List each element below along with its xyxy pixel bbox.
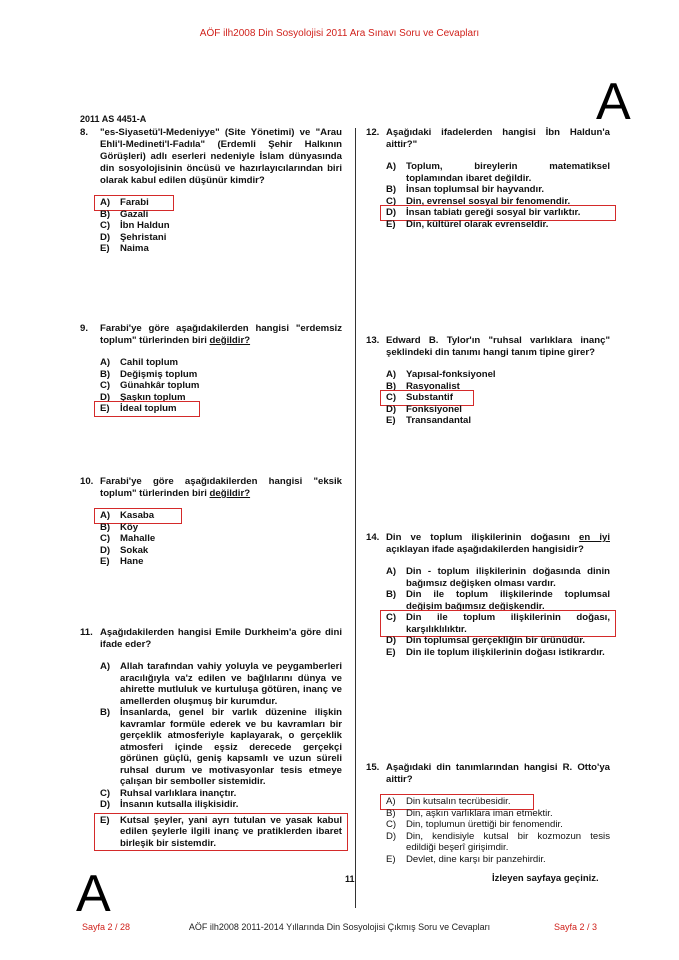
option-list: [80, 357, 342, 415]
option-c: C) Ruhsal varlıklara inançtır.: [100, 787, 237, 799]
option-d: D) Fonksiyonel: [386, 403, 462, 415]
option-list: [366, 161, 610, 230]
question-number: 11.: [80, 627, 93, 638]
option-d-correct: D) İnsan tabiatı gereği sosyal bir varlıktır.: [386, 207, 610, 219]
option-d: D) İnsanın kutsalla ilişkisidir.: [100, 799, 239, 810]
option-a-correct: A) Farabi: [100, 197, 342, 209]
option-c: C) İbn Haldun: [100, 220, 170, 231]
page-number: 11: [345, 874, 355, 884]
question-stem: Din ve toplum ilişkilerinin doğasını en iyi açıklayan ifade aşağıdakilerden hangisidir?: [386, 532, 610, 555]
option-b: B) Din, aşkın varlıklara iman etmektir.: [386, 807, 553, 819]
question-13: [366, 335, 610, 427]
option-e: E) Hane: [100, 556, 144, 567]
option-d: D) Sokak: [100, 544, 149, 556]
question-9: [80, 323, 342, 415]
option-a-correct: A) Din kutsalın tecrübesidir.: [386, 796, 610, 808]
question-number: 12.: [366, 127, 380, 138]
option-c: C) Din, evrensel sosyal bir fenomendir.: [386, 195, 571, 207]
option-d: D) Din toplumsal gerçekliğin bir ürünüdür.: [386, 635, 586, 646]
booklet-letter-bottom: A: [76, 865, 111, 923]
booklet-letter-top: A: [596, 73, 631, 131]
question-12: [366, 127, 610, 230]
option-list: [366, 369, 610, 427]
question-stem: Aşağıdaki din tanımlarından hangisi R. Otto'ya aittir?: [386, 762, 610, 785]
question-number: 9.: [80, 323, 89, 334]
option-e-correct: E) Kutsal şeyler, yani ayrı tutulan ve yasak kabul edilen şeylerle ilgili inanç ve pratiklerden ibaret birleşik bir sistemdir.: [100, 814, 342, 849]
question-number: 13.: [366, 335, 380, 346]
question-15: [366, 762, 610, 865]
document-header-title: AÖF ilh2008 Din Sosyolojisi 2011 Ara Sınavı Soru ve Cevapları: [199, 28, 480, 39]
footer-page-left: Sayfa 2 / 28: [82, 922, 131, 932]
option-c: C) Din, toplumun ürettiği bir fenomendir.: [386, 819, 563, 830]
option-e: E) Din, kültürel olarak evrenseldir.: [386, 218, 549, 230]
option-a: A) Allah tarafından vahiy yoluyla ve peygamberleri aracılığıyla va'z edilen ve bağlılarını dünya ve ahirette mutluluk ve kurtuluşa götüren, inanç ve amellerden oluşmuş bir kurumdur.: [100, 661, 342, 707]
option-b: B) Köy: [100, 521, 139, 533]
option-b: B) Din ile toplum ilişkilerinde toplumsal değişim bağımsız değişkendir.: [386, 589, 610, 612]
option-b: B) Rasyonalist: [386, 380, 460, 392]
option-b: B) Gazali: [100, 208, 149, 220]
question-14: [366, 532, 610, 658]
question-stem: Farabi'ye göre aşağıdakilerden hangisi "eksik toplum" türlerinden biri değildir?: [100, 476, 342, 499]
option-e: E) Devlet, dine karşı bir panzehirdir.: [386, 853, 546, 865]
option-a: A) Din - toplum ilişkilerinin doğasında dinin bağımsız değişken olması vardır.: [386, 566, 610, 589]
question-stem: Aşağıdakilerden hangisi Emile Durkheim'a göre dini ifade eder?: [100, 627, 342, 650]
option-e: E) Naima: [100, 243, 149, 254]
option-e: E) Transandantal: [386, 415, 472, 426]
option-list: [366, 566, 610, 658]
question-8: [80, 127, 342, 255]
question-stem: Farabi'ye göre aşağıdakilerden hangisi "erdemsiz toplum" türlerinden biri değildir?: [100, 323, 342, 346]
option-list: [366, 796, 610, 865]
exam-code: 2011 AS 4451-A: [80, 114, 147, 124]
stem-emphasis: değildir?: [209, 335, 251, 346]
question-number: 15.: [366, 762, 380, 773]
option-a: A) Toplum, bireylerin matematiksel toplamından ibaret değildir.: [386, 161, 610, 184]
column-divider: [355, 128, 356, 908]
footer-title: AÖF ilh2008 2011-2014 Yıllarında Din Sosyolojisi Çıkmış Soru ve Cevapları: [188, 922, 491, 932]
option-c-correct: C) Din ile toplum ilişkilerinin doğası, karşılıklılıktır.: [386, 612, 610, 635]
next-page-note: İzleyen sayfaya geçiniz.: [492, 873, 599, 884]
option-list: [80, 510, 342, 568]
option-e: E) Din ile toplum ilişkilerinin doğası istikrardır.: [386, 646, 605, 658]
question-number: 10.: [80, 476, 94, 487]
question-stem: "es-Siyasetü'l-Medeniyye" (Site Yönetimi) ve "Arau Ehli'l-Medineti'l-Fadıla" (Erdemli Şehir Halkının Görüşleri) adlı eserleri nedeniyle İslam dünyasında din sosyolojisinin öncüsü ve hazırlayıcılarından biri olarak kabul edilen düşünür kimdir?: [100, 127, 342, 186]
question-number: 14.: [366, 532, 380, 543]
question-11: [80, 627, 342, 849]
stem-emphasis: değildir?: [209, 488, 251, 499]
option-a: A) Cahil toplum: [100, 357, 179, 368]
option-list: [80, 661, 342, 849]
option-c-correct: C) Substantif: [386, 392, 610, 404]
option-b: B) Değişmiş toplum: [100, 368, 198, 380]
stem-emphasis: en iyi: [579, 532, 610, 543]
option-e-correct: E) İdeal toplum: [100, 403, 342, 415]
option-a: A) Yapısal-fonksiyonel: [386, 369, 496, 380]
question-stem: Aşağıdaki ifadelerden hangisi İbn Haldun'a aittir?": [386, 127, 610, 150]
option-d: D) Şaşkın toplum: [100, 391, 186, 403]
question-number: 8.: [80, 127, 89, 138]
footer-page-right: Sayfa 2 / 3: [554, 922, 598, 932]
option-b: B) İnsan toplumsal bir hayvandır.: [386, 184, 545, 195]
option-c: C) Günahkâr toplum: [100, 380, 200, 391]
option-c: C) Mahalle: [100, 533, 156, 544]
question-stem: Edward B. Tylor'ın "ruhsal varlıklara inanç" şeklindeki din tanımı hangi tanım tipine girer?: [386, 335, 610, 358]
option-d: D) Din, kendisiyle kutsal bir kozmozun tesis edildiği beşerî girişimdir.: [386, 830, 610, 853]
option-list: [80, 197, 342, 255]
option-d: D) Şehristani: [100, 231, 167, 243]
question-10: [80, 476, 342, 568]
option-a-correct: A) Kasaba: [100, 510, 342, 522]
option-b: B) İnsanlarda, genel bir varlık düzenine ilişkin kavramlar formüle ederek ve bu kavramları bir gerçeklik atmosferiyle kaplayarak, o gerçeklik atmosferi içinde eşsiz derecede gerçekçi görünen güçlü, geniş kapsamlı ve uzun süreli ruhsal durum ve motivasyonlar tesis etmeye çalışan bir semboller sistemidir.: [100, 707, 342, 787]
